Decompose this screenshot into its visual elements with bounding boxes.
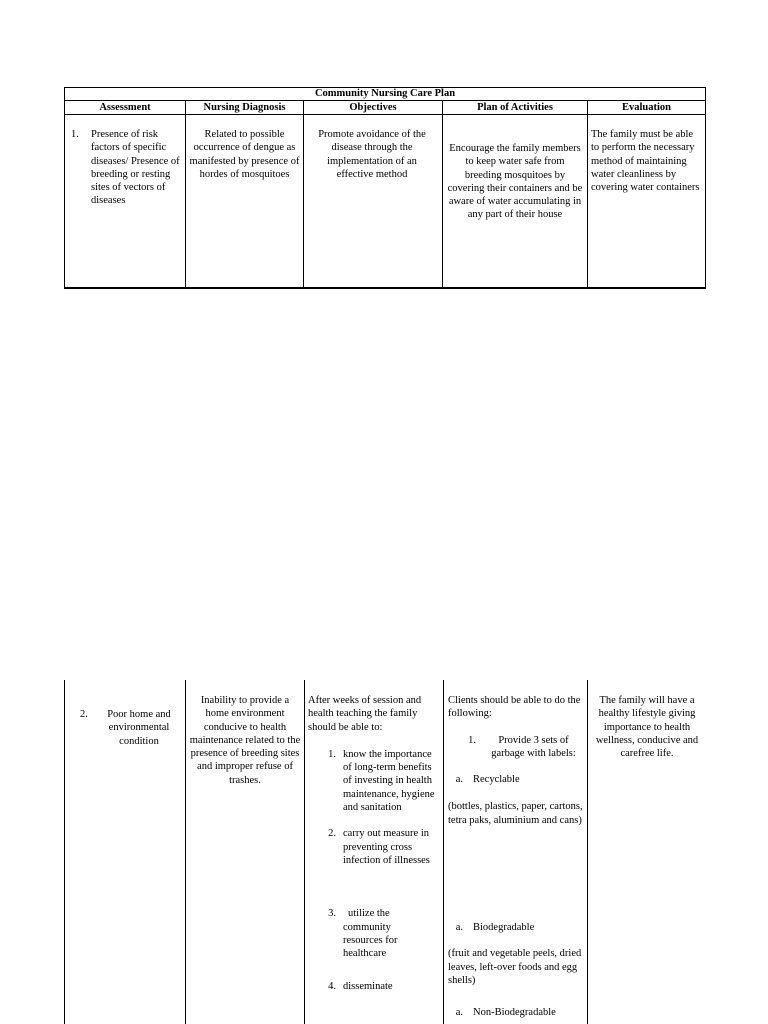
objectives-2-intro: After weeks of session and health teaching the family should be able to: bbox=[308, 695, 422, 733]
assessment-2-number: 2. bbox=[80, 709, 88, 720]
plan-2-intro: Clients should be able to do the following: bbox=[448, 695, 581, 720]
diagnosis-2-cell: Inability to provide a home environment conducive to health maintenance related to the presence of breeding sites and improper refuse of trashes. bbox=[189, 695, 301, 786]
objectives-cell bbox=[304, 115, 443, 289]
header-evaluation: Evaluation bbox=[588, 101, 706, 115]
objective-item: 4. disseminate bbox=[328, 981, 393, 993]
assessment-text: Presence of risk factors of specific diseases/ Presence of breeding or resting sites of vectors of diseases bbox=[91, 129, 180, 207]
header-plan-of-activities: Plan of Activities bbox=[443, 101, 588, 115]
header-assessment: Assessment bbox=[65, 101, 186, 115]
objective-item: 3. utilize the community resources for healthcare bbox=[328, 908, 398, 960]
plan-cell: Encourage the family members to keep water safe from breeding mosquitoes by covering their containers and be aware of water accumulating in any part of their house bbox=[443, 115, 588, 289]
column-divider bbox=[185, 680, 186, 1024]
care-plan-table-continued bbox=[0, 680, 768, 1024]
column-divider bbox=[443, 680, 444, 1024]
column-divider bbox=[64, 680, 65, 1024]
table-title: Community Nursing Care Plan bbox=[65, 88, 706, 101]
objective-item: 1. know the importance of long-term benefits of investing in health maintenance, hygiene and sanitation bbox=[328, 748, 435, 814]
assessment-cell bbox=[65, 115, 186, 289]
plan-2-cell bbox=[448, 694, 584, 1020]
care-plan-table bbox=[64, 87, 706, 289]
objectives-2-cell bbox=[308, 694, 440, 994]
diagnosis-cell: Related to possible occurrence of dengue as manifested by presence of hordes of mosquitoes bbox=[186, 115, 304, 289]
plan-item: 1. Provide 3 sets of garbage with labels: bbox=[468, 734, 576, 759]
plan-subitem: a. Recyclable bbox=[455, 774, 520, 786]
column-divider bbox=[587, 680, 588, 1024]
plan-subitem: a. Non-Biodegradable bbox=[455, 1007, 556, 1019]
objective-item: 2. carry out measure in preventing cross infection of illnesses bbox=[328, 828, 430, 866]
assessment-2-cell bbox=[80, 708, 180, 748]
assessment-2-text: Poor home and environmental condition bbox=[107, 709, 171, 747]
header-objectives: Objectives bbox=[304, 101, 443, 115]
header-nursing-diagnosis: Nursing Diagnosis bbox=[186, 101, 304, 115]
plan-note: (bottles, plastics, paper, cartons, tetra paks, aluminium and cans) bbox=[448, 801, 583, 826]
plan-note: (fruit and vegetable peels, dried leaves, left-over foods and egg shells) bbox=[448, 948, 582, 986]
evaluation-cell: The family must be able to perform the necessary method of maintaining water cleanliness by covering water containers bbox=[588, 115, 706, 289]
evaluation-2-cell: The family will have a healthy lifestyle giving importance to health wellness, conducive and carefree life. bbox=[595, 695, 699, 760]
assessment-number: 1. bbox=[71, 129, 79, 140]
column-divider bbox=[304, 680, 305, 1024]
objectives-text: Promote avoidance of the disease through the implementation of an effective method bbox=[318, 129, 426, 180]
plan-subitem: a. Biodegradable bbox=[455, 922, 535, 934]
